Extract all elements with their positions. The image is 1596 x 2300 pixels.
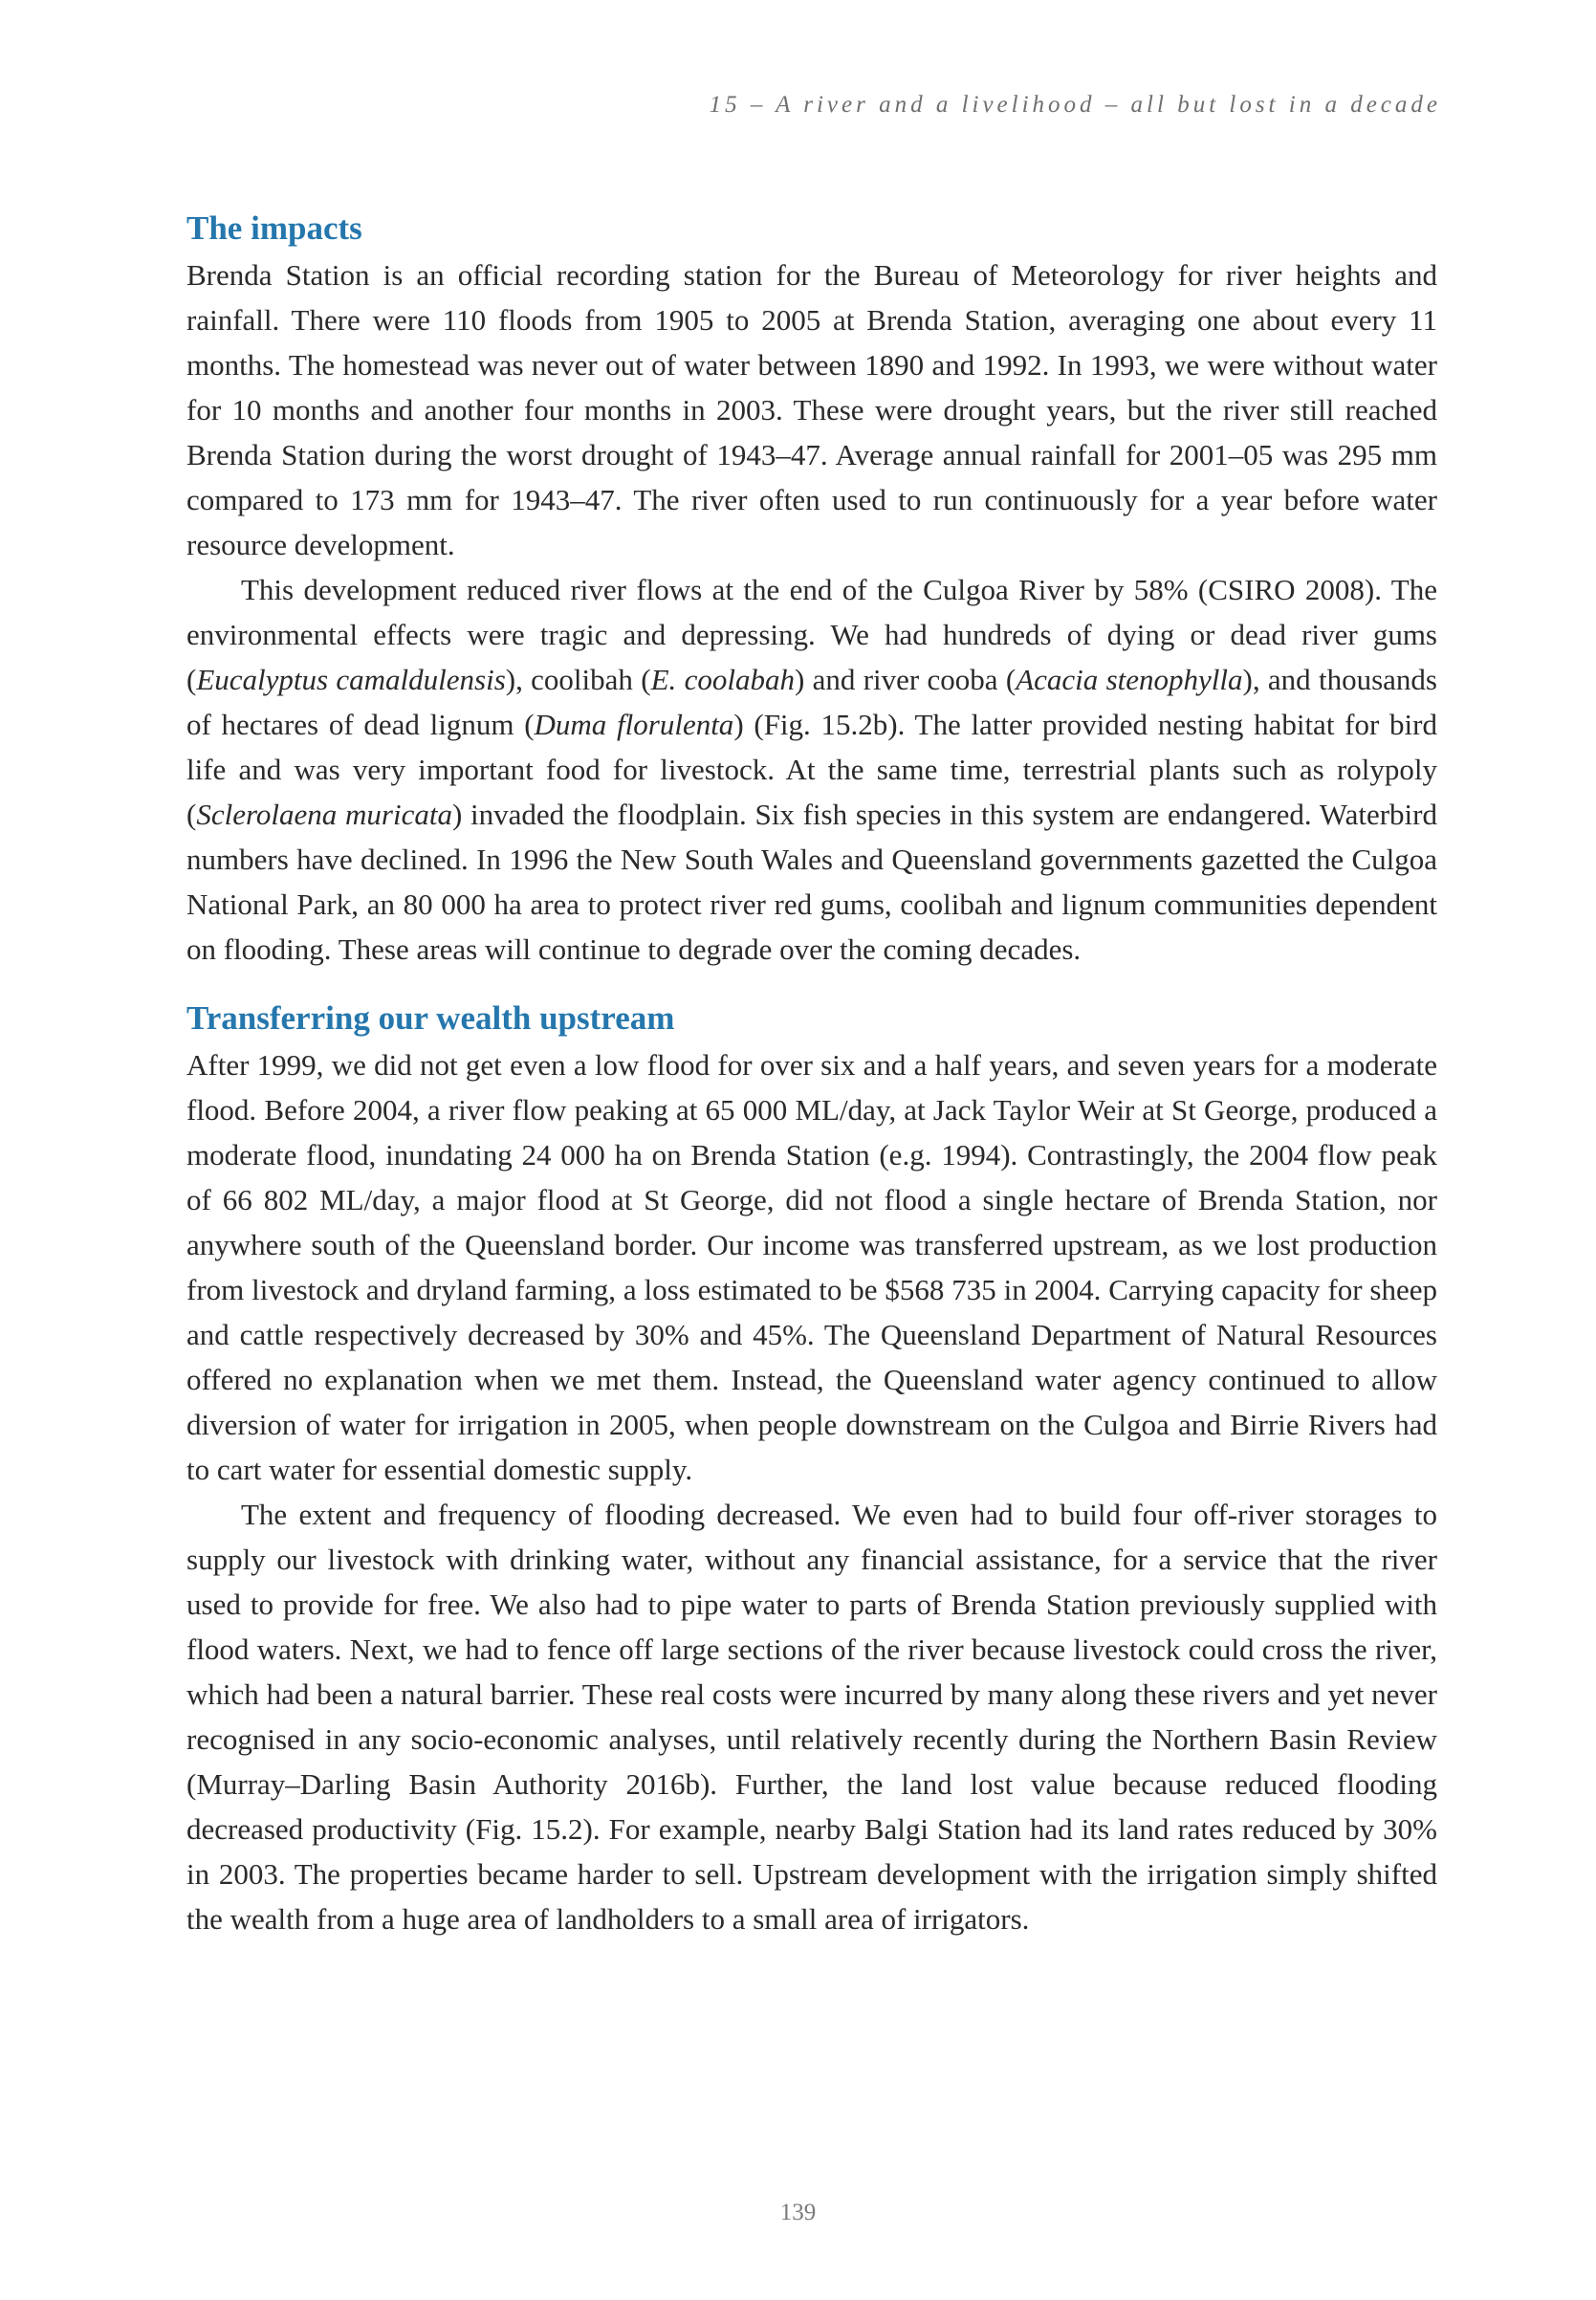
section-heading-impacts: The impacts	[186, 209, 362, 247]
page-body	[186, 205, 1437, 1941]
species-name: Acacia stenophylla	[1016, 663, 1243, 696]
body-paragraph	[186, 1042, 1437, 1492]
text-run: ) (Fig. 15.2b). The latter provided nesting habitat for bird life and was very important food for livestock. At the same time, terrestrial plants such as rolypoly (	[186, 708, 1437, 831]
text-run: ), and thousands of hectares of dead lignum (	[186, 663, 1437, 741]
page-number: 139	[779, 2200, 817, 2225]
species-name: Duma florulenta	[534, 708, 734, 741]
text-run: Brenda Station is an official recording station for the Bureau of Meteorology for river heights and rainfall. There were 110 floods from 1905 to 2005 at Brenda Station, averaging one about every 11 months. The homestead was never out of water between 1890 and 1992. In 1993, we were without water for 10 months and another four months in 2003. These were drought years, but the river still reached Brenda Station during the worst drought of 1943–47. Average annual rainfall for 2001–05 was 295 mm compared to 173 mm for 1943–47. The river often used to run continuously for a year before water resource development.	[186, 258, 1437, 561]
species-name: E. coolabah	[650, 663, 795, 696]
body-paragraph	[186, 252, 1437, 567]
species-name: Eucalyptus camaldulensis	[196, 663, 506, 696]
body-paragraph	[186, 1492, 1437, 1941]
species-name: Sclerolaena muricata	[196, 798, 452, 831]
running-head: 15 – A river and a livelihood – all but lost in a decade	[709, 92, 1441, 118]
section-heading-transferring: Transferring our wealth upstream	[186, 999, 675, 1037]
body-paragraph	[186, 567, 1437, 972]
text-run: ), coolibah (	[505, 663, 651, 696]
text-run: This development reduced river flows at the end of the Culgoa River by 58% (CSIRO 2008). The environmental effects were tragic and depressing. We had hundreds of dying or dead river gums (	[186, 573, 1437, 696]
text-run: ) invaded the floodplain. Six fish species in this system are endangered. Waterbird numbers have declined. In 1996 the New South Wales and Queensland governments gazetted the Culgoa National Park, an 80 000 ha area to protect river red gums, coolibah and lignum communities dependent on flooding. These areas will continue to degrade over the coming decades.	[186, 798, 1437, 966]
text-run: After 1999, we did not get even a low flood for over six and a half years, and seven years for a moderate flood. Before 2004, a river flow peaking at 65 000 ML/day, at Jack Taylor Weir at St George, produced a moderate flood, inundating 24 000 ha on Brenda Station (e.g. 1994). Contrastingly, the 2004 flow peak of 66 802 ML/day, a major flood at St George, did not flood a single hectare of Brenda Station, nor anywhere south of the Queensland border. Our income was transferred upstream, as we lost production from livestock and dryland farming, a loss estimated to be $568 735 in 2004. Carrying capacity for sheep and cattle respectively decreased by 30% and 45%. The Queensland Department of Natural Resources offered no explanation when we met them. Instead, the Queensland water agency continued to allow diversion of water for irrigation in 2005, when people downstream on the Culgoa and Birrie Rivers had to cart water for essential domestic supply.	[186, 1048, 1437, 1486]
text-run: The extent and frequency of flooding decreased. We even had to build four off-river storages to supply our livestock with drinking water, without any financial assistance, for a service that the river used to provide for free. We also had to pipe water to parts of Brenda Station previously supplied with flood waters. Next, we had to fence off large sections of the river because livestock could cross the river, which had been a natural barrier. These real costs were incurred by many along these rivers and yet never recognised in any socio-economic analyses, until relatively recently during the Northern Basin Review (Murray–Darling Basin Authority 2016b). Further, the land lost value because reduced flooding decreased productivity (Fig. 15.2). For example, nearby Balgi Station had its land rates reduced by 30% in 2003. The properties became harder to sell. Upstream development with the irrigation simply shifted the wealth from a huge area of landholders to a small area of irrigators.	[186, 1498, 1437, 1936]
text-run: ) and river cooba (	[794, 663, 1017, 696]
